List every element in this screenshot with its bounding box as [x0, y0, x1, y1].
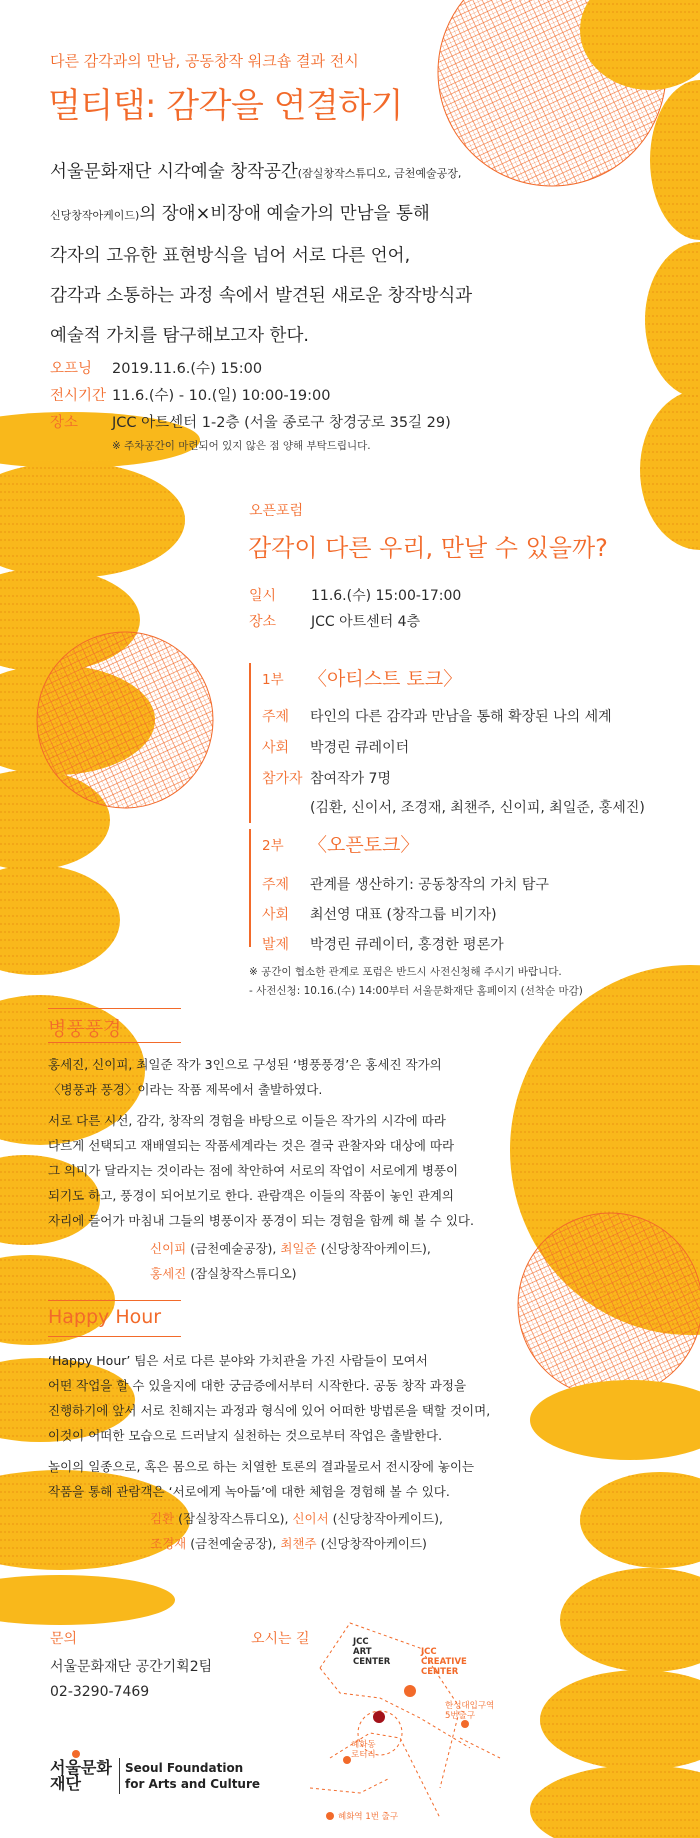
folding-screen-heading: 병풍풍경 — [48, 1018, 122, 1040]
happy-hour-heading: Happy Hour — [48, 1306, 162, 1328]
map-jcc-creative-center: JCC CREATIVE CENTER — [421, 1647, 467, 1677]
contact-team: 서울문화재단 공간기획2팀 — [50, 1659, 213, 1675]
venue-value: JCC 아트센터 1-2층 (서울 종로구 창경궁로 35길 29) — [112, 415, 451, 431]
fs-artist1-aff: (금천예술공장), — [186, 1241, 281, 1256]
forum-datetime-value: 11.6.(수) 15:00-17:00 — [311, 588, 462, 604]
part1-participants-value: 참여작가 7명 — [310, 771, 391, 787]
part2-title: 〈오픈토크〉 — [308, 834, 420, 856]
wire-sphere-left — [37, 632, 213, 808]
fs-artist3-aff: (잠실창작스튜디오) — [186, 1266, 297, 1281]
venue-label: 장소 — [50, 415, 79, 431]
fs-p2-line1: 서로 다른 시선, 감각, 창작의 경험을 바탕으로 이들은 작가의 시각에 따라 — [48, 1113, 446, 1128]
foundation-name-en-2: for Arts and Culture — [125, 1777, 261, 1791]
part1-topic-label: 주제 — [262, 709, 290, 725]
fs-p2-line2: 다르게 선택되고 재배열되는 작품세계라는 것은 결국 관찰자와 대상에 따라 — [48, 1138, 455, 1153]
happy-hour-top-line — [48, 1300, 181, 1301]
folding-screen-paragraph-1 — [48, 1052, 488, 1102]
foundation-logo-mark: 서울문화재단 — [50, 1758, 112, 1793]
period-value: 11.6.(수) - 10.(일) 10:00-19:00 — [112, 388, 331, 404]
folding-screen-artists — [150, 1236, 431, 1286]
happy-hour-paragraph-2 — [48, 1454, 508, 1504]
intro-line4: 감각과 소통하는 과정 속에서 발견된 새로운 창작방식과 — [50, 286, 473, 306]
part2-topic-value: 관계를 생산하기: 공동창작의 가치 탐구 — [310, 877, 549, 893]
intro-line2-small: 신당창작아케이드) — [50, 209, 140, 222]
fs-artist2-name: 최일준 — [280, 1241, 317, 1256]
hh-p2-line2: 작품을 통해 관람객은 ‘서로에게 녹아듦’에 대한 체험을 경험해 볼 수 있다. — [48, 1484, 450, 1499]
opening-label: 오프닝 — [50, 361, 93, 377]
intro-paragraph — [50, 152, 530, 356]
hh-artist3-name: 조경재 — [150, 1536, 187, 1551]
hh-p1-line2: 어떤 작업을 할 수 있을지에 대한 궁금증에서부터 시작한다. 공동 창작 과정을 — [48, 1378, 467, 1393]
hh-p1-line4: 이것이 어떠한 모습으로 드러날지 실천하는 것으로부터 작업은 출발한다. — [48, 1428, 443, 1443]
part1-label: 1부 — [262, 672, 284, 688]
hh-artist1-aff: (잠실창작스튜디오), — [174, 1511, 293, 1526]
exit1-marker — [326, 1812, 334, 1820]
happy-hour-artists — [150, 1506, 443, 1556]
jcc-creative-center-marker — [404, 1685, 416, 1697]
part2-host-value: 최선영 대표 (창작그룹 비기자) — [310, 907, 497, 923]
rotary-marker — [343, 1756, 351, 1764]
part1-host-label: 사회 — [262, 740, 290, 756]
part1-title: 〈아티스트 토크〉 — [308, 668, 463, 690]
foundation-name-en-1: Seoul Foundation — [125, 1761, 244, 1775]
jcc-art-center-marker — [373, 1711, 385, 1723]
opening-value: 2019.11.6.(수) 15:00 — [112, 361, 263, 377]
hh-artist4-aff: (신당창작아케이드) — [316, 1536, 427, 1551]
part1-topic-value: 타인의 다른 감각과 만남을 통해 확장된 나의 세계 — [310, 709, 612, 725]
event-subtitle: 다른 감각과의 만남, 공동창작 워크숍 결과 전시 — [50, 52, 359, 70]
exit5-marker — [461, 1720, 469, 1728]
contact-label: 문의 — [50, 1631, 78, 1647]
map-label: 오시는 길 — [251, 1631, 310, 1647]
location-map[interactable] — [310, 1618, 520, 1828]
map-exit5: 한성대입구역 5번출구 — [445, 1701, 495, 1721]
forum-title: 감각이 다른 우리, 만날 수 있을까? — [248, 534, 608, 562]
part2-label: 2부 — [262, 838, 284, 854]
part2-host-label: 사회 — [262, 907, 290, 923]
part1-host-value: 박경린 큐레이터 — [310, 740, 410, 756]
hh-artist4-name: 최챈주 — [280, 1536, 317, 1551]
fs-artist3-name: 홍세진 — [150, 1266, 187, 1281]
happy-hour-paragraph-1 — [48, 1348, 508, 1448]
logo-dot-orange — [72, 1750, 80, 1758]
folding-screen-bottom-line — [48, 1042, 181, 1043]
map-exit1: 혜화역 1번 출구 — [338, 1812, 399, 1822]
hh-artist2-aff: (신당창작아케이드), — [328, 1511, 443, 1526]
yellow-bumps-right-upper — [640, 80, 700, 550]
part2-presenter-value: 박경린 큐레이터, 홍경한 평론가 — [310, 937, 504, 953]
fs-p2-line5: 자리에 들어가 마침내 그들의 병풍이자 풍경이 되는 경험을 함께 해 볼 수 있다. — [48, 1213, 474, 1228]
intro-line3: 각자의 고유한 표현방식을 넘어 서로 다른 언어, — [50, 246, 411, 266]
hh-artist3-aff: (금천예술공장), — [186, 1536, 281, 1551]
intro-line2: 의 장애×비장애 예술가의 만남을 통해 — [139, 204, 430, 224]
fs-artist2-aff: (신당창작아케이드), — [316, 1241, 431, 1256]
forum-venue-value: JCC 아트센터 4층 — [311, 614, 421, 630]
intro-line5: 예술적 가치를 탐구해보고자 한다. — [50, 326, 309, 346]
forum-venue-label: 장소 — [249, 614, 277, 630]
happy-hour-bottom-line — [48, 1336, 181, 1337]
fs-artist1-name: 신이피 — [150, 1241, 187, 1256]
intro-line1: 서울문화재단 시각예술 창작공간 — [50, 162, 298, 182]
part1-participants-label: 참가자 — [262, 771, 303, 787]
forum-note-registration: ※ 공간이 협소한 관계로 포럼은 반드시 사전신청해 주시기 바랍니다. — [249, 966, 562, 978]
fs-p1-line2: 〈병풍과 풍경〉이라는 작품 제목에서 출발하였다. — [48, 1082, 323, 1097]
period-label: 전시기간 — [50, 388, 107, 404]
parking-note: ※ 주차공간이 마련되어 있지 않은 점 양해 부탁드립니다. — [112, 440, 371, 452]
part2-topic-label: 주제 — [262, 877, 290, 893]
forum-tag: 오픈포럼 — [249, 503, 304, 519]
event-title: 멀티탭: 감각을 연결하기 — [48, 86, 404, 126]
hh-artist1-name: 김환 — [150, 1511, 175, 1526]
forum-note-signup: - 사전신청: 10.16.(수) 14:00부터 서울문화재단 홈페이지 (선착순 마감) — [249, 985, 583, 997]
part2-presenter-label: 발제 — [262, 937, 290, 953]
hh-p1-line3: 진행하기에 앞서 서로 친해지는 과정과 형식에 있어 어떠한 방법론을 택할 것이며, — [48, 1403, 491, 1418]
folding-screen-top-line — [48, 1008, 181, 1009]
intro-line1-small: (잠실창작스튜디오, 금천예술공장, — [297, 167, 462, 180]
fs-p2-line3: 그 의미가 달라지는 것이라는 점에 착안하여 서로의 작업이 서로에게 병풍이 — [48, 1163, 459, 1178]
part2-divider — [249, 829, 251, 947]
logo-divider — [119, 1758, 120, 1794]
fs-p1-line1: 홍세진, 신이피, 최일준 작가 3인으로 구성된 ‘병풍풍경’은 홍세진 작가의 — [48, 1057, 442, 1072]
part1-divider — [249, 663, 251, 823]
fs-p2-line4: 되기도 하고, 풍경이 되어보기로 한다. 관람객은 이들의 작품이 놓인 관계의 — [48, 1188, 454, 1203]
hh-p2-line1: 놀이의 일종으로, 혹은 몸으로 하는 치열한 토론의 결과물로서 전시장에 놓이는 — [48, 1459, 475, 1474]
hh-p1-line1: ‘Happy Hour’ 팀은 서로 다른 분야와 가치관을 가진 사람들이 모여서 — [48, 1353, 428, 1368]
yellow-bumps-right-lower — [530, 1380, 700, 1838]
part1-participants-names: (김환, 신이서, 조경재, 최챈주, 신이피, 최일준, 홍세진) — [310, 800, 645, 816]
map-jcc-art-center: JCC ART CENTER — [353, 1637, 391, 1667]
map-rotary: 혜화동 로터리 — [351, 1740, 376, 1760]
wire-sphere-right — [518, 1213, 700, 1397]
contact-phone[interactable]: 02-3290-7469 — [50, 1684, 150, 1700]
forum-datetime-label: 일시 — [249, 588, 277, 604]
folding-screen-paragraph-2 — [48, 1108, 488, 1233]
hh-artist2-name: 신이서 — [292, 1511, 329, 1526]
foundation-logo — [50, 1750, 114, 1798]
